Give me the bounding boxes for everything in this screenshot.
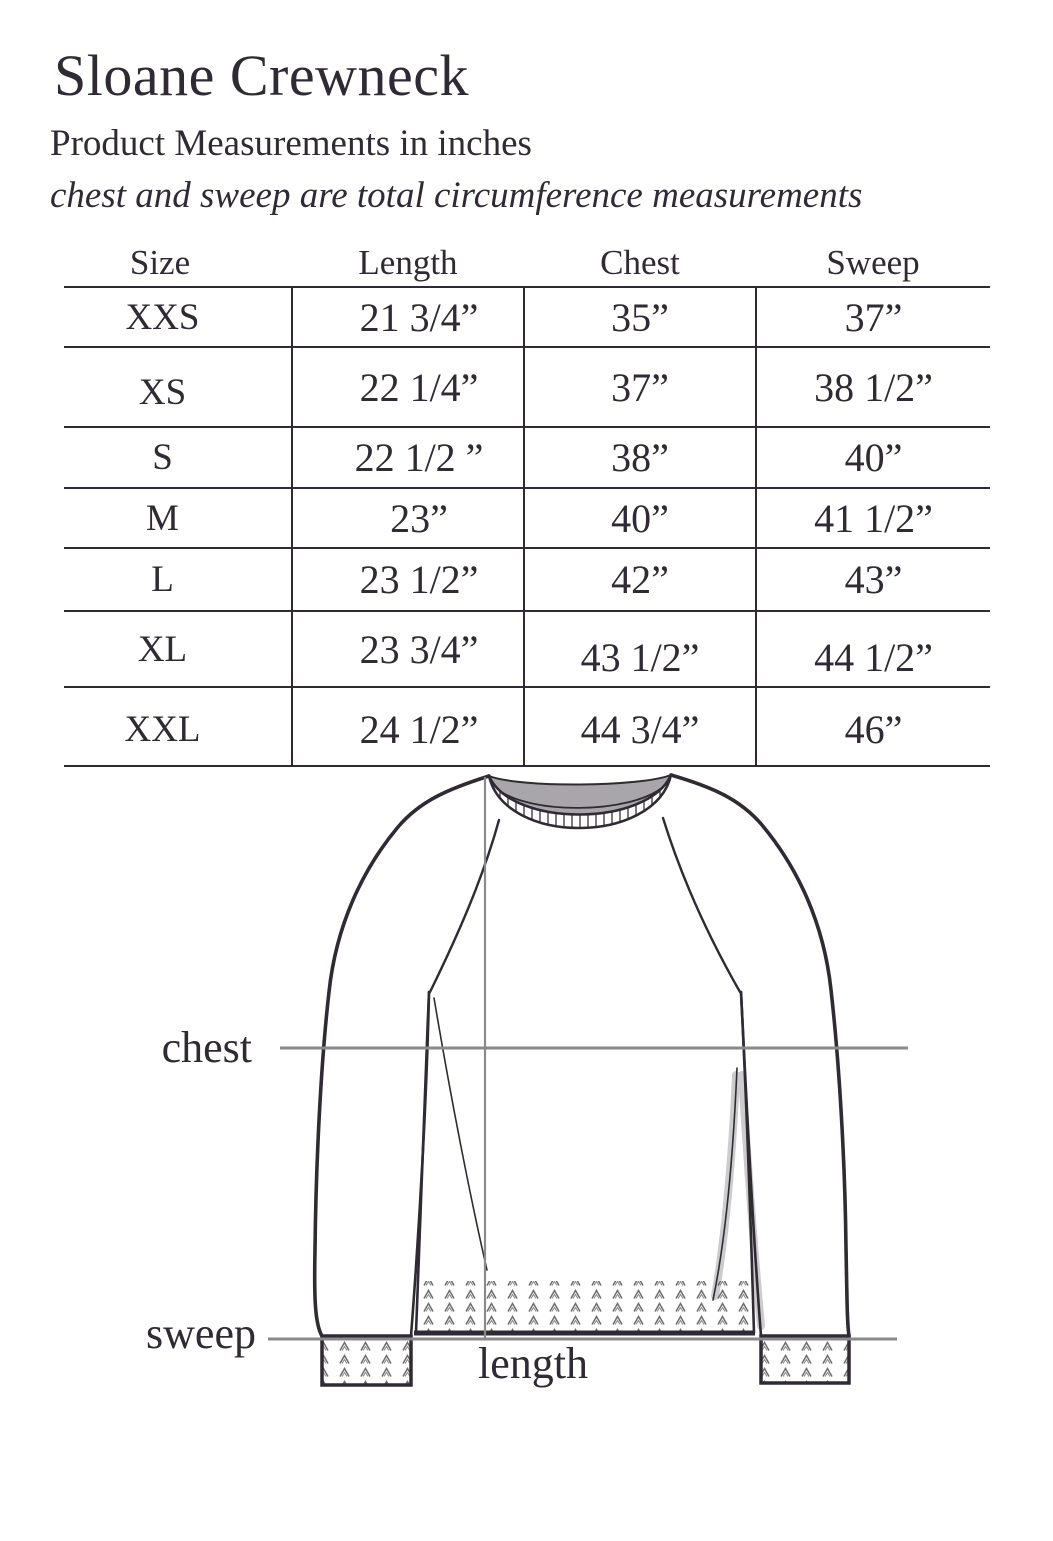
length-cell: 22 1/4” — [292, 347, 524, 427]
sweep-cell: 44 1/2” — [756, 611, 990, 687]
page-subtitle: Product Measurements in inches — [50, 123, 532, 164]
size-cell: S — [64, 427, 292, 488]
crewneck-collar — [489, 775, 671, 828]
measurement-lines — [268, 777, 908, 1339]
column-header-size: Size — [64, 240, 292, 287]
chest-cell: 35” — [524, 287, 756, 347]
chest-label: chest — [161, 1023, 252, 1072]
chest-cell: 42” — [524, 548, 756, 611]
sweep-label: sweep — [146, 1309, 256, 1358]
size-cell: M — [64, 488, 292, 548]
size-cell: XS — [64, 347, 292, 427]
column-header-sweep: Sweep — [756, 240, 990, 287]
sweep-cell: 43” — [756, 548, 990, 611]
size-cell: XXL — [64, 687, 292, 766]
sweep-cell: 41 1/2” — [756, 488, 990, 548]
page-title: Sloane Crewneck — [54, 43, 469, 108]
length-cell: 23 3/4” — [292, 611, 524, 687]
sweep-cell: 40” — [756, 427, 990, 488]
size-cell: XL — [64, 611, 292, 687]
chest-cell: 40” — [524, 488, 756, 548]
length-cell: 21 3/4” — [292, 287, 524, 347]
sweep-cell: 46” — [756, 687, 990, 766]
chest-cell: 37” — [524, 347, 756, 427]
column-header-chest: Chest — [524, 240, 756, 287]
length-cell: 23” — [292, 488, 524, 548]
measurement-note: chest and sweep are total circumference measurements — [50, 175, 863, 216]
chest-cell: 44 3/4” — [524, 687, 756, 766]
column-header-length: Length — [292, 240, 524, 287]
hem-rib-texture — [416, 1281, 754, 1332]
size-cell: L — [64, 548, 292, 611]
left-cuff — [322, 1336, 411, 1385]
size-cell: XXS — [64, 287, 292, 347]
sweater-outline — [315, 775, 849, 1336]
sweep-cell: 38 1/2” — [756, 347, 990, 427]
chest-cell: 38” — [524, 427, 756, 488]
length-cell: 22 1/2 ” — [292, 427, 524, 488]
length-label: length — [478, 1339, 588, 1388]
length-cell: 24 1/2” — [292, 687, 524, 766]
chest-cell: 43 1/2” — [524, 611, 756, 687]
length-cell: 23 1/2” — [292, 548, 524, 611]
sweep-cell: 37” — [756, 287, 990, 347]
right-cuff — [761, 1336, 849, 1383]
